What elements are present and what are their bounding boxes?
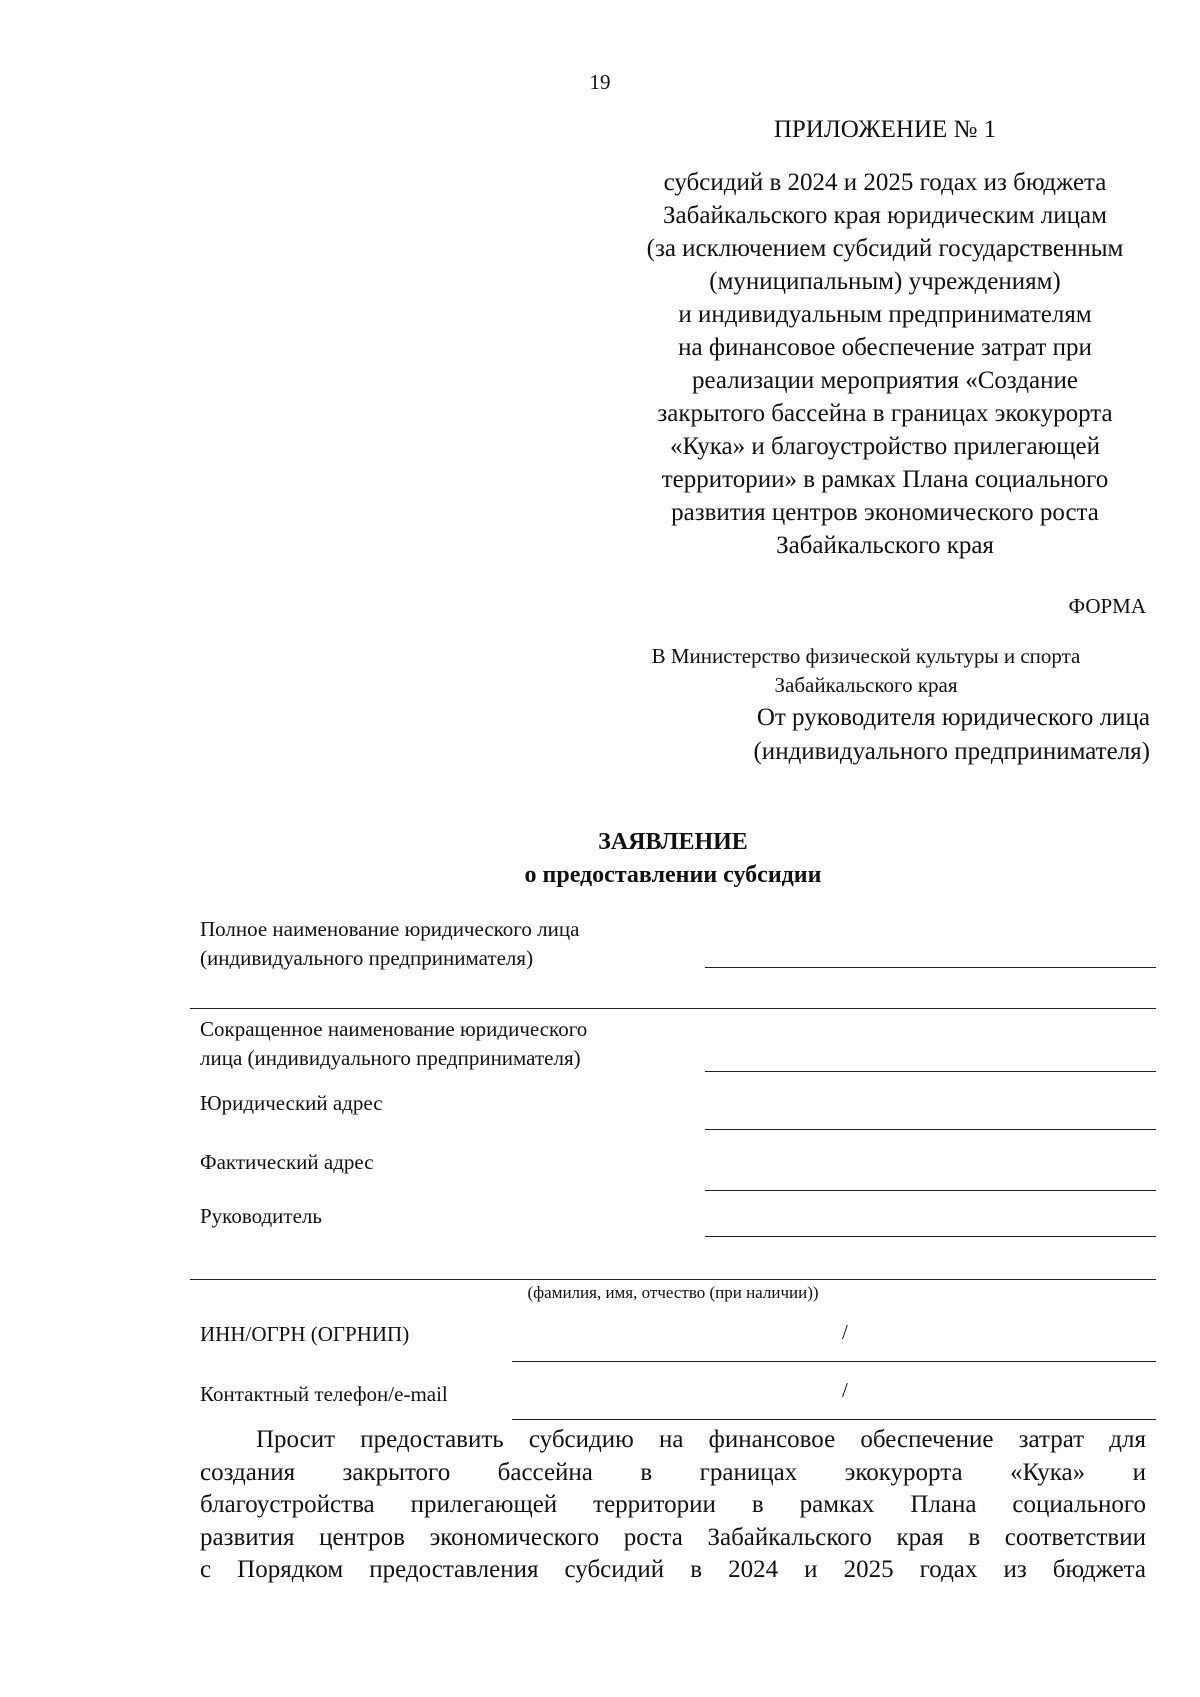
addressee-line: В Министерство физической культуры и спорта xyxy=(651,644,1081,668)
paragraph-line: Просит предоставить субсидию на финансовое обеспечение затрат для xyxy=(256,1426,1146,1453)
short-name-label-line: Сокращенное наименование юридического xyxy=(200,1017,588,1041)
request-paragraph xyxy=(200,1424,1146,1587)
paragraph-line: создания закрытого бассейна в границах экокурорта «Кука» и xyxy=(200,1458,1146,1486)
appendix-line: территории» в рамках Плана социального xyxy=(661,466,1109,493)
sender-block xyxy=(640,701,1150,769)
actual-address-label: Фактический адрес xyxy=(200,1150,374,1174)
full-name-label xyxy=(200,915,579,973)
head-full-name-field[interactable] xyxy=(190,1279,1156,1280)
page-number: 19 xyxy=(589,70,611,94)
contacts-separator: / xyxy=(842,1378,848,1402)
form-label: ФОРМА xyxy=(1068,594,1146,618)
full-name-label-line: Полное наименование юридического лица xyxy=(200,917,580,941)
paragraph-line: благоустройства прилегающей территории в рамках Плана социального xyxy=(200,1491,1146,1518)
contacts-label: Контактный телефон/e-mail xyxy=(200,1382,448,1406)
appendix-line: закрытого бассейна в границах экокурорта xyxy=(657,400,1113,427)
appendix-line: развития центров экономического роста xyxy=(671,499,1099,526)
appendix-line: субсидий в 2024 и 2025 годах из бюджета xyxy=(663,169,1107,196)
appendix-line: Забайкальского края xyxy=(776,532,994,559)
full-name-field-continuation[interactable] xyxy=(190,1008,1156,1009)
document-title xyxy=(0,826,1200,892)
paragraph-line: с Порядком предоставления субсидий в 2024 и 2025 годах из бюджета xyxy=(200,1556,1146,1583)
short-name-label xyxy=(200,1015,587,1073)
head-label: Руководитель xyxy=(200,1204,322,1228)
inn-label: ИНН/ОГРН (ОГРНИП) xyxy=(200,1322,410,1346)
appendix-title: ПРИЛОЖЕНИЕ № 1 xyxy=(773,116,997,143)
legal-address-field[interactable] xyxy=(705,1129,1156,1130)
head-field[interactable] xyxy=(705,1236,1156,1237)
paragraph-line: развития центров экономического роста Забайкальского края в соответствии xyxy=(200,1523,1146,1551)
appendix-line: и индивидуальным предпринимателям xyxy=(678,301,1092,328)
addressee-line: Забайкальского края xyxy=(774,673,958,697)
appendix-line: (за исключением субсидий государственным xyxy=(646,235,1124,262)
addressee-block xyxy=(596,642,1136,700)
sender-line: (индивидуального предпринимателя) xyxy=(753,738,1150,765)
actual-address-field[interactable] xyxy=(705,1190,1156,1191)
full-name-label-line: (индивидуального предпринимателя) xyxy=(200,946,534,970)
full-name-field[interactable] xyxy=(705,967,1156,968)
short-name-field[interactable] xyxy=(705,1071,1156,1072)
appendix-line: на финансовое обеспечение затрат при xyxy=(678,334,1092,361)
contacts-field[interactable] xyxy=(512,1419,1156,1420)
legal-address-label: Юридический адрес xyxy=(200,1091,383,1115)
appendix-description xyxy=(596,166,1174,562)
short-name-label-line: лица (индивидуального предпринимателя) xyxy=(200,1046,581,1070)
appendix-line: «Кука» и благоустройство прилегающей xyxy=(669,433,1101,460)
title-line: ЗАЯВЛЕНИЕ xyxy=(598,829,748,855)
inn-separator: / xyxy=(842,1320,848,1344)
appendix-line: Забайкальского края юридическим лицам xyxy=(663,202,1107,229)
head-field-caption: (фамилия, имя, отчество (при наличии)) xyxy=(527,1283,819,1302)
subtitle-line: о предоставлении субсидии xyxy=(524,862,822,888)
inn-field[interactable] xyxy=(512,1361,1156,1362)
sender-line: От руководителя юридического лица xyxy=(756,704,1150,731)
appendix-line: (муниципальным) учреждениям) xyxy=(709,268,1061,295)
appendix-line: реализации мероприятия «Создание xyxy=(692,367,1078,394)
